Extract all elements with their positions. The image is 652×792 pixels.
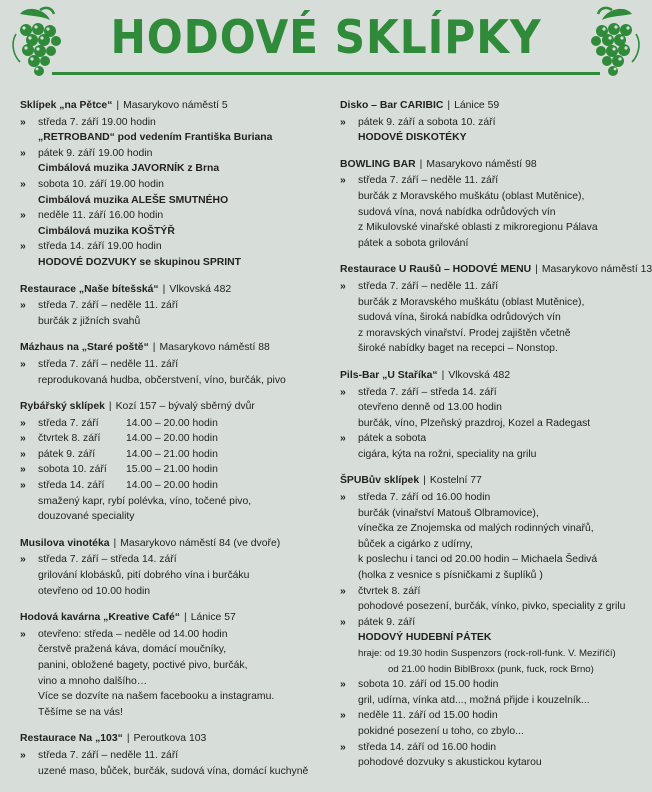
venue-name: Sklípek „na Pětce“ xyxy=(20,100,113,111)
venue-name: Mázhaus na „Staré poště“ xyxy=(20,342,149,354)
event-date: pátek 9. září 19.00 hodin xyxy=(38,147,153,159)
event-desc: vínečka ze Znojemska od malých rodinných vinařů, xyxy=(358,523,594,535)
event-date: středa 7. září – neděle 11. září xyxy=(38,300,179,312)
schedule-time: 14.00 – 20.00 hodin xyxy=(126,417,218,429)
schedule-time: 14.00 – 20.00 hodin xyxy=(126,433,218,445)
event-date: pátek 9. září xyxy=(358,616,416,628)
event-desc: pohodové posezení, burčák, vínko, pivko, speciality z grilu xyxy=(358,601,626,613)
event-date: středa 7. září 19.00 hodin xyxy=(38,116,156,128)
venue-name: Musilova vinotéka xyxy=(20,537,110,549)
event-desc: panini, obložené bagety, poctivé pivo, burčák, xyxy=(38,660,248,671)
venue-address: Masarykovo náměstí 98 xyxy=(426,158,537,170)
venue: Musilova vinotéka | Masarykovo náměstí 84 (ve dvoře) » středa 7. září – středa 14. září grilování klobásků, pití dobrého vína i burčáku otevřeno od 10.00 hodin xyxy=(20,536,325,599)
venue-address: Masarykovo náměstí 5 xyxy=(123,100,228,111)
event-date: pátek a sobota xyxy=(358,433,427,445)
venue-name: Pils-Bar „U Staříka“ xyxy=(340,369,438,381)
schedule-time: 14.00 – 21.00 hodin xyxy=(126,448,218,460)
venue: Sklípek „na Pětce“ | Masarykovo náměstí 5 » středa 7. září 19.00 hodin „RETROBAND“ pod vedením Františka Buriana » pátek 9. září 19.00 hodin Cimbálová muzika JAVORNÍK z Brna » sobota 10. září 19.00 hodin Cimbálová muzika ALEŠE SMUTNÉHO » neděle 11. září 16.00 hodin Cimbálová muzika KOŠTÝŘ » středa 14. září 19.00 hodin HODOVÉ DOZVUKY se skupinou SPRINT xyxy=(20,98,325,271)
event-desc: Cimbálová muzika JAVORNÍK z Brna xyxy=(38,163,220,175)
event-desc: „RETROBAND“ pod vedením Františka Buriana xyxy=(38,132,273,144)
event-date: středa 7. září – neděle 11. září xyxy=(38,358,179,370)
venue: Restaurace „Naše bítešská“ | Vlkovská 482 » středa 7. září – neděle 11. září burčák z jižních svahů xyxy=(20,282,325,330)
page-title: HODOVÉ SKLÍPKY xyxy=(110,10,542,64)
event-desc: z Mikulovské vinařské oblasti z mikroregionu Pálava xyxy=(358,222,598,234)
venue-address: Lánice 59 xyxy=(454,100,500,111)
event-desc: široké nabídky baget na recepci – Nonstop. xyxy=(358,343,558,355)
venue-name: Restaurace Na „103“ xyxy=(20,733,123,745)
grapes-icon xyxy=(582,4,646,84)
venue-address: Vlkovská 482 xyxy=(169,283,232,295)
venue: ŠPUBův sklípek | Kostelní 77 » středa 7. září od 16.00 hodin burčák (vinařství Matouš Olbramovice), vínečka ze Znojemska od malých rodinných vinařů, bůček a cigárko z udírny, k poslechu i tanci od 20.00 hodin – Michaela Šedivá (holka z vesnice s písničkami z šuplíků ) » čtvrtek 8. září pohodové posezení, burčák, vínko, pivko, speciality z grilu » pátek 9. září HODOVÝ HUDEBNÍ PÁTEK hraje: od 19.30 hodin Suspenzors (rock-roll-funk. V. Meziříčí) od 21.00 hodin BiblBroxx (punk, fuck, rock Brno) » sobota 10. září od 15.00 hodin gril, udírna, vínka atd..., možná přijde i kouzelník... » neděle 11. září od 15.00 hodin pokidné posezení u toho, co zbylo... » středa 14. září od 16.00 hodin pohodové dozvuky s akustickou kytarou xyxy=(340,473,640,770)
schedule-time: 14.00 – 20.00 hodin xyxy=(126,480,218,492)
venue-address: Kostelní 77 xyxy=(429,475,482,487)
event-desc: vino a mnoho dalšího… xyxy=(38,675,148,687)
event-date: neděle 11. září 16.00 hodin xyxy=(38,210,164,222)
venue-name: BOWLING BAR xyxy=(340,158,416,170)
event-date: neděle 11. září od 15.00 hodin xyxy=(358,710,498,722)
event-date: pátek 9. září a sobota 10. září xyxy=(358,116,496,128)
venue: Hodová kavárna „Kreative Café“ | Lánice 57 » otevřeno: středa – neděle od 14.00 hodin čerstvě pražená káva, domácí moučníky, panini, obložené bagety, poctivé pivo, burčák, vino a mnoho dalšího… Více se dozvíte na našem facebooku a instagramu. Těšíme se na vás! xyxy=(20,610,325,720)
event-desc: burčák z jižních svahů xyxy=(38,315,141,327)
event-desc: HODOVÉ DISKOTÉKY xyxy=(358,132,467,144)
venue-address: Masarykovo náměstí 88 xyxy=(159,342,270,354)
event-desc: z moravských vinařství. Prodej zajištěn včetně xyxy=(358,327,571,339)
title-underline xyxy=(52,72,600,75)
event-desc: sudová vína, široká nabídka odrůdových vín xyxy=(358,312,561,324)
schedule-day: čtvrtek 8. září xyxy=(38,433,101,445)
venue-name: Rybářský sklípek xyxy=(20,401,105,413)
event-desc: gril, udírna, vínka atd..., možná přijde i kouzelník... xyxy=(358,694,590,706)
venue-name: Restaurace U Raušů – HODOVÉ MENU xyxy=(340,264,532,276)
event-desc: čerstvě pražená káva, domácí moučníky, xyxy=(38,644,227,656)
venue: Mázhaus na „Staré poště“ | Masarykovo náměstí 88 » středa 7. září – neděle 11. září reprodukovaná hudba, občerstvení, víno, burčák, pivo xyxy=(20,340,325,388)
venue-address: Masarykovo náměstí 84 (ve dvoře) xyxy=(120,537,281,549)
event-date: středa 7. září – středa 14. září xyxy=(358,386,497,398)
venue: Pils-Bar „U Staříka“ | Vlkovská 482 » středa 7. září – středa 14. září otevřeno denně od 13.00 hodin burčák, víno, Plzeňský prazdroj, Kozel a Radegast » pátek a sobota cigára, kýta na rožni, speciality na grilu xyxy=(340,368,640,463)
event-desc: uzené maso, bůček, burčák, sudová vína, domácí kuchyně xyxy=(38,765,309,777)
event-desc: otevřeno denně od 13.00 hodin xyxy=(358,402,502,414)
event-date: středa 14. září 19.00 hodin xyxy=(38,241,162,253)
venue: Disko – Bar CARIBIC | Lánice 59 » pátek 9. září a sobota 10. září HODOVÉ DISKOTÉKY xyxy=(340,98,640,146)
venue: Restaurace U Raušů – HODOVÉ MENU | Masarykovo náměstí 13 » středa 7. září – neděle 11. září burčák z Moravského muškátu (oblast Mutěnice), sudová vína, široká nabídka odrůdových vín z moravských vinařství. Prodej zajištěn včetně široké nabídky baget na recepci – Nonstop. xyxy=(340,262,640,357)
event-desc: od 21.00 hodin BiblBroxx (punk, fuck, rock Brno) xyxy=(388,663,594,675)
event-date: středa 7. září od 16.00 hodin xyxy=(358,492,491,504)
event-desc: smažený kapr, rybí polévka, víno, točené pivo, xyxy=(38,495,252,507)
event-date: sobota 10. září od 15.00 hodin xyxy=(358,679,499,691)
event-desc: grilování klobásků, pití dobrého vína i burčáku xyxy=(38,570,250,582)
event-desc: burčák (vinařství Matouš Olbramovice), xyxy=(358,507,539,519)
venue: Rybářský sklípek | Kozí 157 – bývalý sběrný dvůr » středa 7. září 14.00 – 20.00 hodin » čtvrtek 8. září 14.00 – 20.00 hodin » pátek 9. září 14.00 – 21.00 hodin » sobota 10. září 15.00 – 21.00 hodin » středa 14. září 14.00 – 20.00 hodin smažený kapr, rybí polévka, víno, točené pivo, douzované speciality xyxy=(20,399,325,525)
event-date: středa 14. září od 16.00 hodin xyxy=(358,741,497,753)
event-date: středa 7. září – středa 14. září xyxy=(38,554,177,566)
schedule-day: pátek 9. září xyxy=(38,448,96,460)
event-date: sobota 10. září 19.00 hodin xyxy=(38,178,164,190)
event-desc: Cimbálová muzika ALEŠE SMUTNÉHO xyxy=(38,194,229,206)
event-date: středa 7. září – neděle 11. září xyxy=(358,280,499,292)
event-desc: cigára, kýta na rožni, speciality na grilu xyxy=(358,448,537,460)
header xyxy=(0,0,652,88)
event-date: čtvrtek 8. září xyxy=(358,585,421,597)
event-desc: (holka z vesnice s písničkami z šuplíků ) xyxy=(358,570,543,582)
venue-address: Masarykovo náměstí 13 xyxy=(541,264,652,276)
venue-address: Kozí 157 – bývalý sběrný dvůr xyxy=(115,401,255,413)
event-desc: burčák z Moravského muškátu (oblast Mutěnice), xyxy=(358,190,585,202)
event-desc: Cimbálová muzika KOŠTÝŘ xyxy=(38,225,175,237)
event-desc: douzované speciality xyxy=(38,511,135,523)
venue-address: Peroutkova 103 xyxy=(133,733,207,745)
event-desc: pohodové dozvuky s akustickou kytarou xyxy=(358,757,542,769)
event-date: středa 7. září – neděle 11. září xyxy=(38,749,179,761)
schedule-day: středa 7. září xyxy=(38,417,99,429)
event-date: středa 7. září – neděle 11. září xyxy=(358,175,499,187)
event-desc: pátek a sobota grilování xyxy=(358,237,469,249)
right-column xyxy=(340,98,652,782)
venue-name: Disko – Bar CARIBIC xyxy=(340,100,444,111)
schedule-time: 15.00 – 21.00 hodin xyxy=(126,464,218,476)
event-desc: HODOVÝ HUDEBNÍ PÁTEK xyxy=(358,632,492,644)
venue-address: Lánice 57 xyxy=(190,612,236,624)
left-column xyxy=(20,98,325,790)
venue: BOWLING BAR | Masarykovo náměstí 98 » středa 7. září – neděle 11. září burčák z Moravského muškátu (oblast Mutěnice), sudová vína, nová nabídka odrůdových vín z Mikulovské vinařské oblasti z mikroregionu Pálava pátek a sobota grilování xyxy=(340,157,640,252)
schedule-day: středa 14. září xyxy=(38,480,105,492)
event-desc: k poslechu i tanci od 20.00 hodin – Michaela Šedivá xyxy=(358,554,598,566)
venue: Restaurace Na „103“ | Peroutkova 103 » středa 7. září – neděle 11. září uzené maso, bůček, burčák, sudová vína, domácí kuchyně xyxy=(20,731,325,779)
venue-name: Hodová kavárna „Kreative Café“ xyxy=(20,612,180,624)
event-desc: HODOVÉ DOZVUKY se skupinou SPRINT xyxy=(38,256,242,268)
event-date: otevřeno: středa – neděle od 14.00 hodin xyxy=(38,628,228,640)
event-desc: burčák, víno, Plzeňský prazdroj, Kozel a Radegast xyxy=(358,417,591,429)
venue-name: Restaurace „Naše bítešská“ xyxy=(20,283,159,295)
event-desc: bůček a cigárko z udírny, xyxy=(358,538,473,550)
event-desc: Těšíme se na vás! xyxy=(38,706,123,718)
schedule-day: sobota 10. září xyxy=(38,464,107,476)
venue-address: Vlkovská 482 xyxy=(448,369,511,381)
venue-name: ŠPUBův sklípek xyxy=(340,475,420,487)
event-desc: reprodukovaná hudba, občerstvení, víno, burčák, pivo xyxy=(38,374,286,386)
event-desc: Více se dozvíte na našem facebooku a instagramu. xyxy=(38,691,275,703)
event-desc: otevřeno od 10.00 hodin xyxy=(38,585,151,597)
event-desc: burčák z Moravského muškátu (oblast Mutěnice), xyxy=(358,296,585,308)
event-desc: hraje: od 19.30 hodin Suspenzors (rock-roll-funk. V. Meziříčí) xyxy=(358,648,616,659)
event-desc: pokidné posezení u toho, co zbylo... xyxy=(358,725,524,737)
event-desc: sudová vína, nová nabídka odrůdových vín xyxy=(358,206,556,218)
